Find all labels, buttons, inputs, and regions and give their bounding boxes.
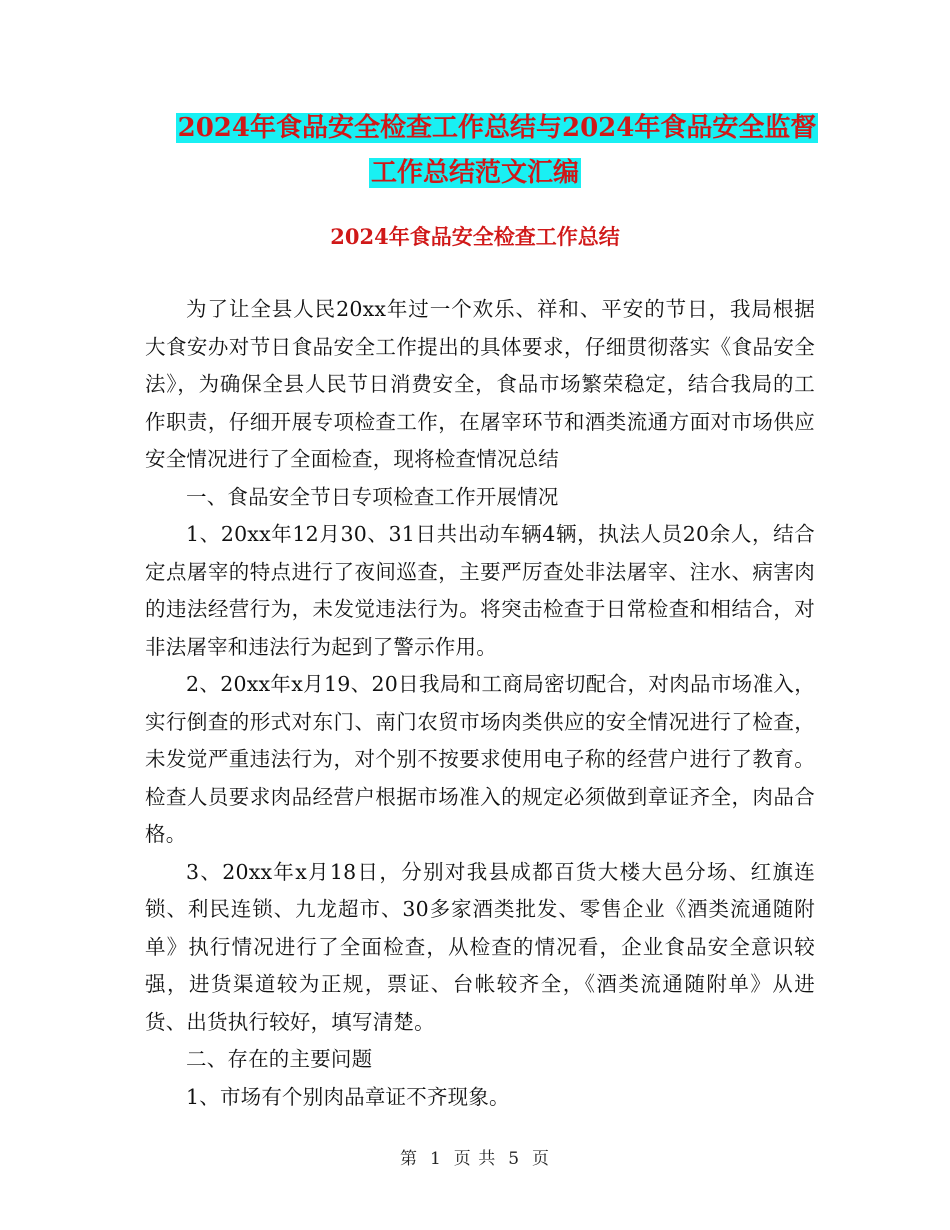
footer-current-page: 1 bbox=[429, 1149, 442, 1169]
document-body bbox=[145, 291, 815, 1116]
document-title-line1-text: 2024年食品安全检查工作总结与2024年食品安全监督 bbox=[177, 113, 817, 143]
paragraph-item-1: 1、20xx年12月30、31日共出动车辆4辆，执法人员20余人，结合定点屠宰的特点进行了夜间巡查，主要严厉查处非法屠宰、注水、病害肉的违法经营行为，未发觉违法行为。将突击检查于日常检查和相结合，对非法屠宰和违法行为起到了警示作用。 bbox=[145, 522, 815, 659]
paragraph-item-3: 3、20xx年x月18日，分别对我县成都百货大楼大邑分场、红旗连锁、利民连锁、九龙超市、30多家酒类批发、零售企业《酒类流通随附单》执行情况进行了全面检查，从检查的情况看，企业食品安全意识较强，进货渠道较为正规，票证、台帐较齐全，《酒类流通随附单》从进货、出货执行较好，填写清楚。 bbox=[145, 859, 815, 1034]
document-title-line1 bbox=[22, 107, 950, 149]
paragraph-item-2: 2、20xx年x月19、20日我局和工商局密切配合，对肉品市场准入，实行倒查的形式对东门、南门农贸市场肉类供应的安全情况进行了检查，未发觉严重违法行为，对个别不按要求使用电子称的经营户进行了教育。检查人员要求肉品经营户根据市场准入的规定必须做到章证齐全，肉品合格。 bbox=[145, 672, 815, 846]
section-title: 2024年食品安全检查工作总结 bbox=[330, 224, 620, 249]
footer-middle: 页 共 bbox=[453, 1149, 497, 1169]
document-title-line2-text: 工作总结范文汇编 bbox=[370, 158, 579, 188]
heading-section-two: 二、存在的主要问题 bbox=[186, 1047, 373, 1071]
footer-prefix: 第 bbox=[399, 1149, 418, 1169]
paragraph-problem-1: 1、市场有个别肉品章证不齐现象。 bbox=[186, 1084, 510, 1109]
heading-section-one: 一、食品安全节日专项检查工作开展情况 bbox=[186, 484, 559, 509]
footer-total-pages: 5 bbox=[508, 1149, 521, 1169]
paragraph-intro: 为了让全县人民20xx年过一个欢乐、祥和、平安的节日，我局根据大食安办对节日食品安全工作提出的具体要求，仔细贯彻落实《食品安全法》，为确保全县人民节日消费安全，食品市场繁荣稳定，结合我局的工作职责，仔细开展专项检查工作，在屠宰环节和酒类流通方面对市场供应安全情况进行了全面检查，现将检查情况总结 bbox=[145, 297, 815, 471]
document-title-line2 bbox=[0, 152, 950, 194]
footer-suffix: 页 bbox=[532, 1149, 551, 1169]
page-footer bbox=[0, 1147, 950, 1171]
